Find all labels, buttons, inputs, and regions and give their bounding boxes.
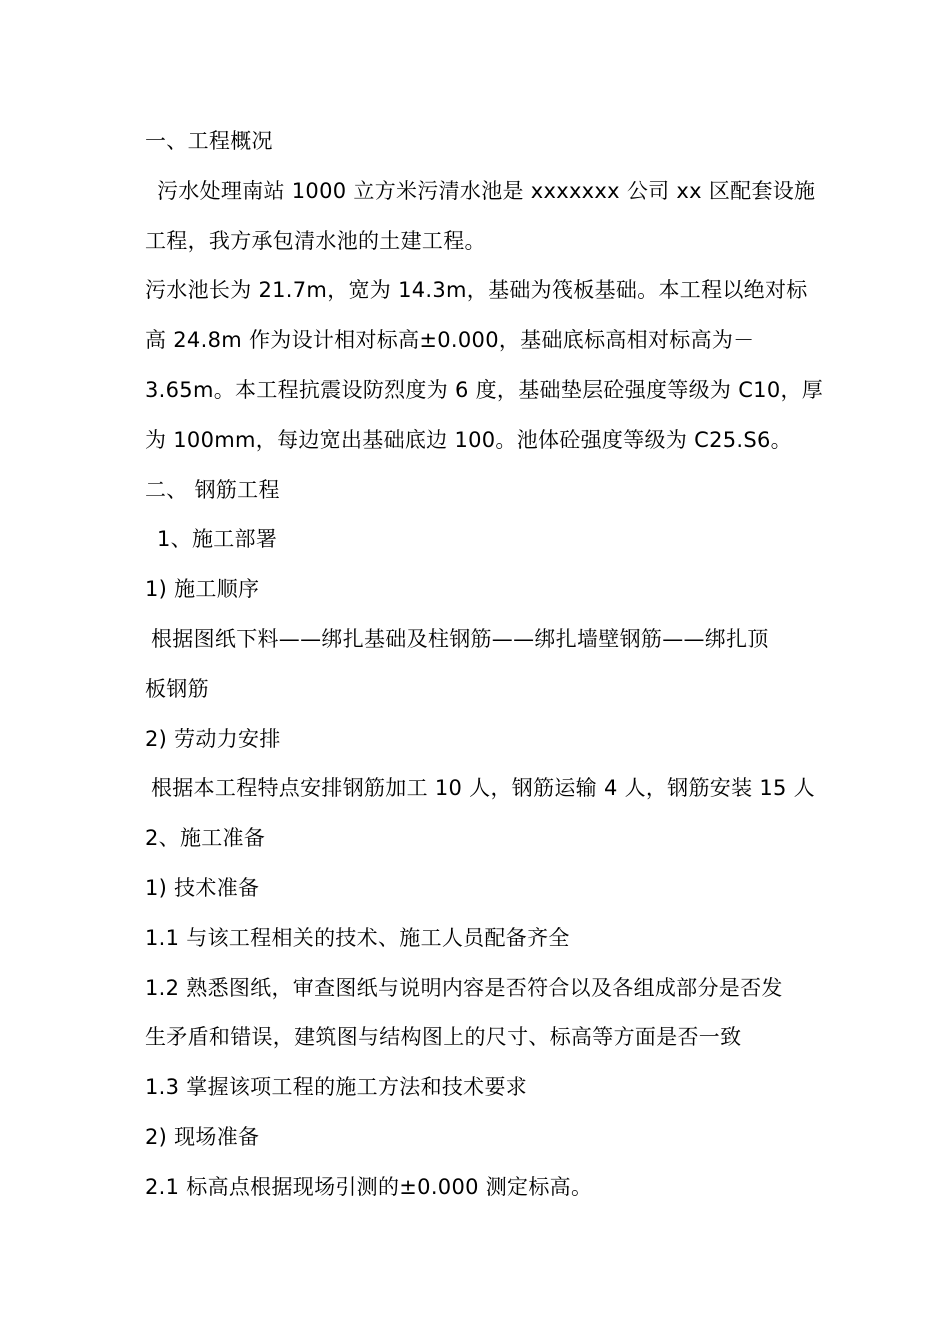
paragraph-line: 1.2 熟悉图纸，审查图纸与说明内容是否符合以及各组成部分是否发: [145, 975, 783, 1000]
item-heading: 2) 现场准备: [145, 1124, 260, 1149]
document-body: [145, 117, 824, 1213]
section-heading-rebar: 二、 钢筋工程: [145, 477, 280, 502]
section-heading-overview: 一、工程概况: [145, 129, 273, 153]
subsection-heading: 2、施工准备: [145, 826, 266, 851]
paragraph-line: 为 100mm，每边宽出基础底边 100。池体砼强度等级为 C25.S6。: [145, 427, 792, 452]
item-heading: 2) 劳动力安排: [145, 726, 281, 751]
paragraph-line: 生矛盾和错误，建筑图与结构图上的尺寸、标高等方面是否一致: [145, 1025, 742, 1050]
paragraph-line: 1.3 掌握该项工程的施工方法和技术要求: [145, 1075, 528, 1100]
paragraph-line: 3.65m。本工程抗震设防烈度为 6 度，基础垫层砼强度等级为 C10，厚: [145, 377, 824, 402]
paragraph-line: 2.1 标高点根据现场引测的±0.000 测定标高。: [145, 1174, 593, 1199]
paragraph-line: 根据本工程特点安排钢筋加工 10 人，钢筋运输 4 人，钢筋安装 15 人: [151, 776, 815, 801]
paragraph-line: 板钢筋: [145, 676, 209, 701]
item-heading: 1) 施工顺序: [145, 577, 260, 602]
paragraph-line: 污水处理南站 1000 立方米污清水池是 xxxxxxx 公司 xx 区配套设施: [157, 178, 816, 203]
paragraph-line: 根据图纸下料——绑扎基础及柱钢筋——绑扎墙壁钢筋——绑扎顶: [151, 626, 769, 651]
paragraph-line: 工程，我方承包清水池的土建工程。: [145, 228, 486, 253]
paragraph-line: 1.1 与该工程相关的技术、施工人员配备齐全: [145, 925, 570, 950]
subsection-heading: 1、施工部署: [157, 527, 278, 552]
paragraph-line: 高 24.8m 作为设计相对标高±0.000，基础底标高相对标高为－: [145, 328, 755, 353]
paragraph-line: 污水池长为 21.7m，宽为 14.3m，基础为筏板基础。本工程以绝对标: [145, 278, 808, 303]
item-heading: 1) 技术准备: [145, 875, 260, 900]
